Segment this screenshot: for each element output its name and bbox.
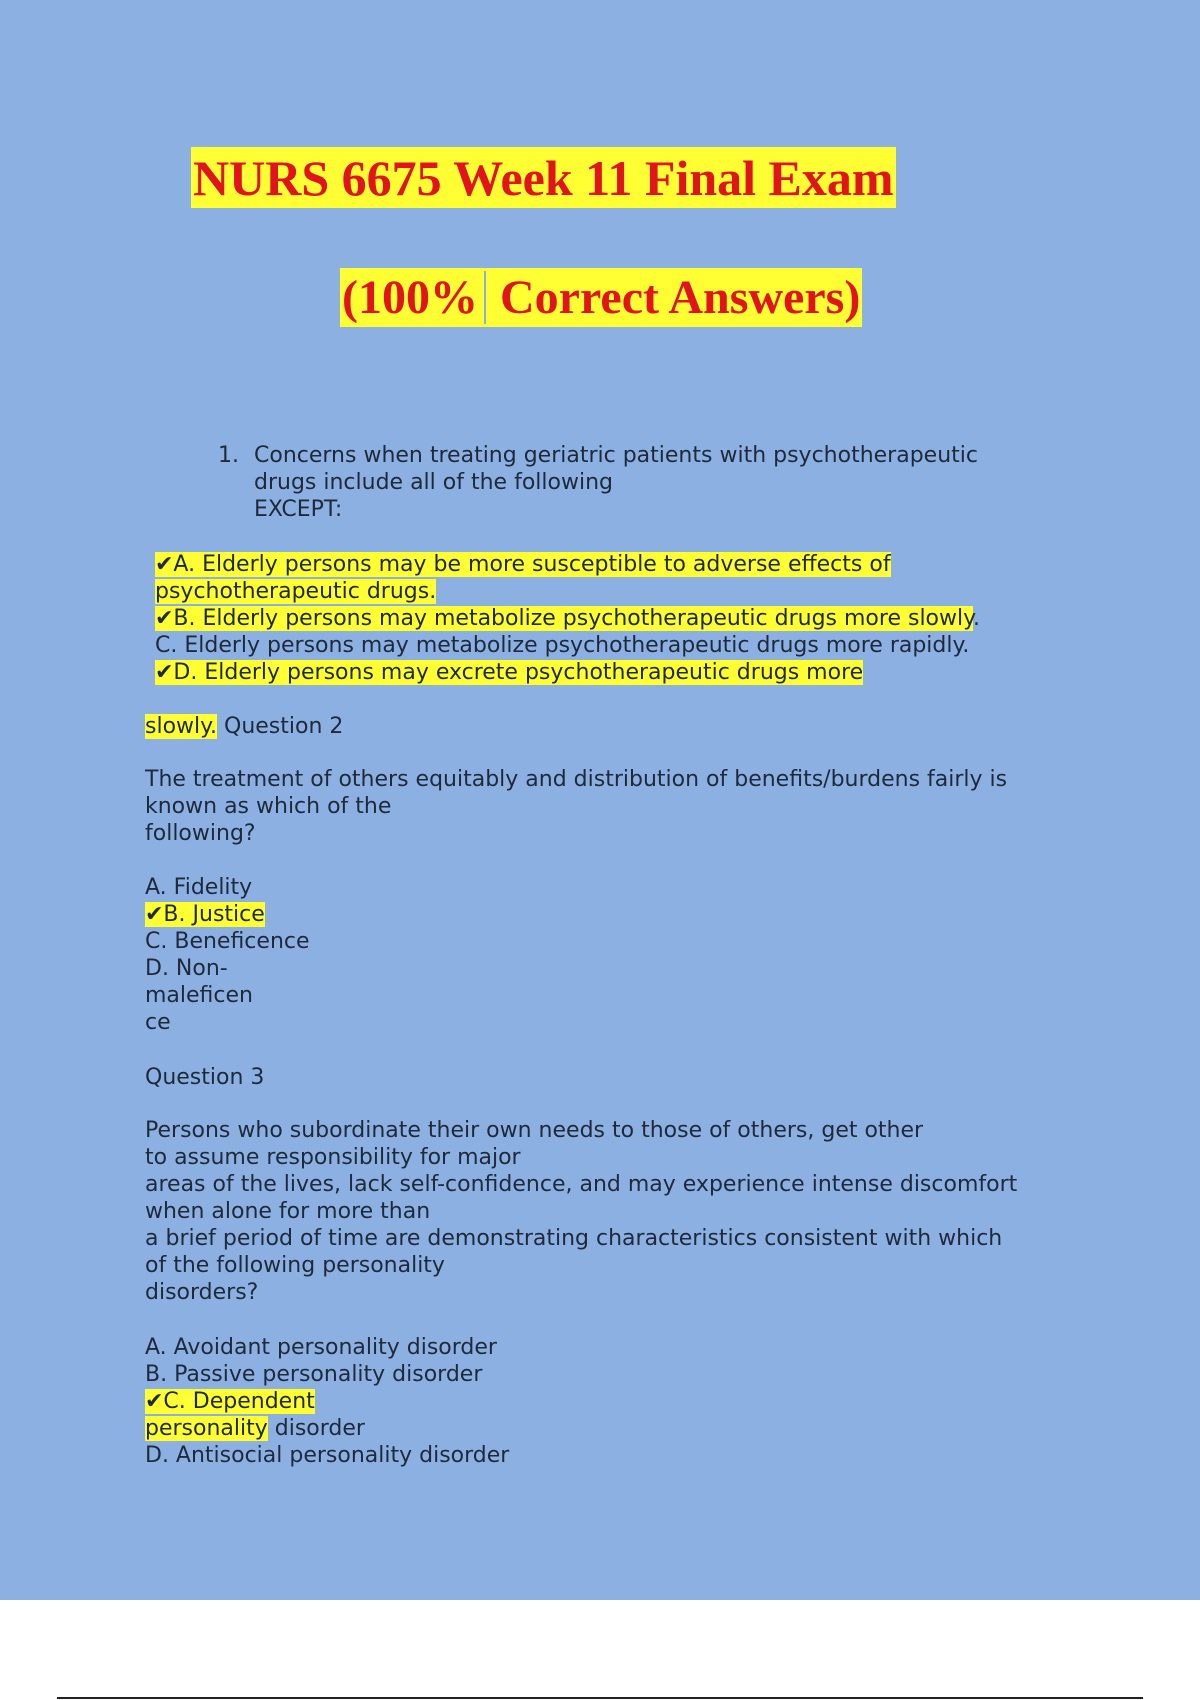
subtitle-part-2: Correct Answers): [499, 271, 861, 324]
exam-title: NURS 6675 Week 11 Final Exam: [191, 147, 896, 208]
q2-option-b: ✔B. Justice: [145, 902, 265, 927]
question-1-line-3: EXCEPT:: [254, 497, 343, 522]
q3-option-c-line-2-rest: disorder: [267, 1416, 365, 1441]
q2-option-d-line-3: ce: [145, 1010, 171, 1035]
q1-option-d-continuation: [145, 713, 343, 740]
question-3-heading: Question 3: [145, 1065, 265, 1090]
exam-subtitle: [340, 268, 862, 327]
q1-option-d-line-2: slowly.: [145, 714, 218, 739]
subtitle-part-1: (100%: [342, 271, 486, 324]
q1-option-b: ✔B. Elderly persons may metabolize psychotherapeutic drugs more slowly: [155, 606, 974, 631]
q3-stem-line-3: areas of the lives, lack self-confidence, and may experience intense discomfort: [145, 1172, 1018, 1197]
q1-option-a-line-1: ✔A. Elderly persons may be more susceptible to adverse effects of: [155, 552, 891, 577]
q1-option-c: C. Elderly persons may metabolize psychotherapeutic drugs more rapidly.: [155, 633, 970, 658]
q3-option-c-line-2: personality: [145, 1416, 268, 1441]
question-2-stem: [145, 766, 1007, 847]
q3-option-c-line-1: ✔C. Dependent: [145, 1389, 315, 1414]
question-3-options: [145, 1334, 509, 1469]
q3-stem-line-1: Persons who subordinate their own needs to those of others, get other: [145, 1118, 924, 1143]
q2-option-d-line-2: maleficen: [145, 983, 253, 1008]
q3-stem-line-6: of the following personality: [145, 1253, 445, 1278]
q2-stem-line-3: following?: [145, 821, 256, 846]
q2-option-a: A. Fidelity: [145, 875, 253, 900]
q2-option-c: C. Beneficence: [145, 929, 310, 954]
q3-option-d: D. Antisocial personality disorder: [145, 1443, 510, 1468]
question-1-number: 1.: [218, 443, 239, 468]
q2-option-d-line-1: D. Non-: [145, 956, 228, 981]
q1-option-d: ✔D. Elderly persons may excrete psychotherapeutic drugs more: [155, 660, 864, 685]
q3-option-b: B. Passive personality disorder: [145, 1362, 483, 1387]
q3-stem-line-5: a brief period of time are demonstrating characteristics consistent with which: [145, 1226, 1003, 1251]
q3-stem-line-2: to assume responsibility for major: [145, 1145, 521, 1170]
question-2-heading: Question 2: [217, 714, 344, 739]
question-1-line-2: drugs include all of the following: [254, 470, 613, 495]
q1-option-b-end: .: [973, 606, 981, 631]
question-2-options: [145, 874, 310, 1036]
q3-stem-line-4: when alone for more than: [145, 1199, 431, 1224]
q2-stem-line-2: known as which of the: [145, 794, 392, 819]
question-1-options: [155, 551, 980, 686]
question-3-stem: [145, 1117, 1017, 1306]
q2-stem-line-1: The treatment of others equitably and distribution of benefits/burdens fairly is: [145, 767, 1008, 792]
question-1-stem: [218, 442, 978, 523]
q3-stem-line-7: disorders?: [145, 1280, 259, 1305]
q1-option-a-line-2: psychotherapeutic drugs.: [155, 579, 437, 604]
page-divider: [57, 1697, 1143, 1699]
question-1-line-1: Concerns when treating geriatric patients with psychotherapeutic: [254, 443, 978, 468]
q3-option-a: A. Avoidant personality disorder: [145, 1335, 497, 1360]
